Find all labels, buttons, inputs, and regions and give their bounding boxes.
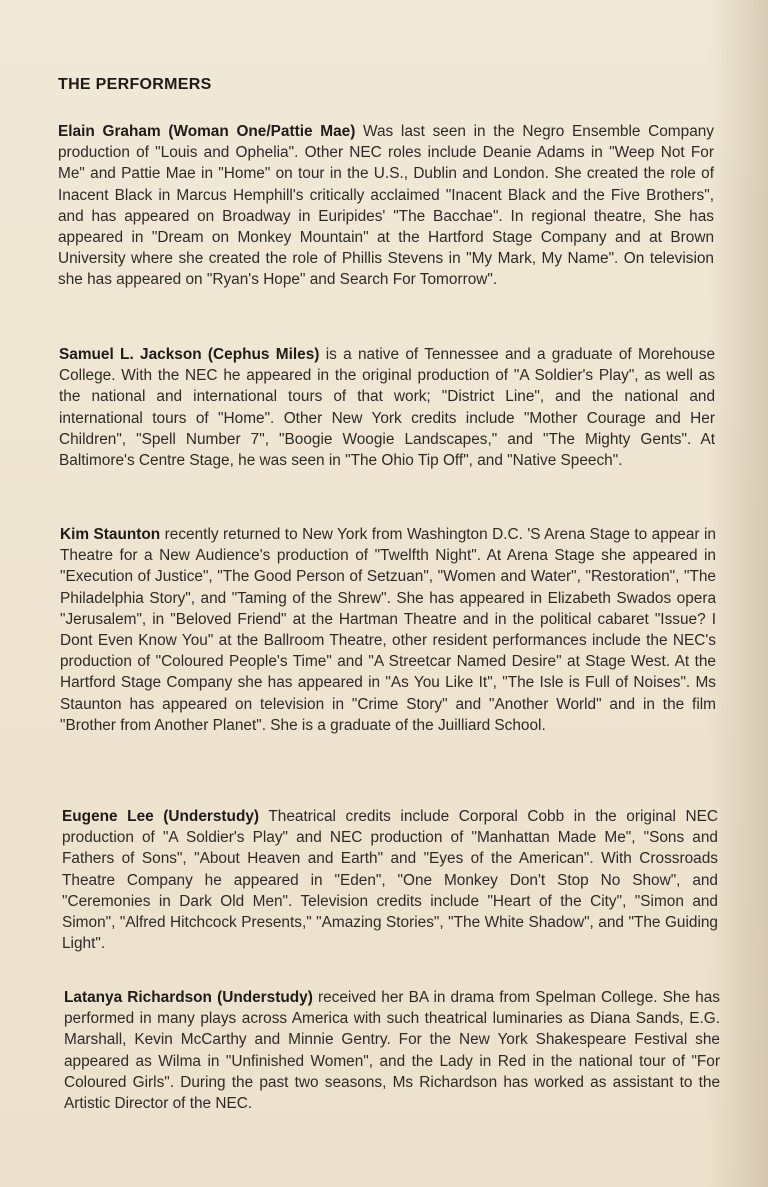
performer-name: Samuel L. Jackson (Cephus Miles)	[59, 346, 320, 363]
performer-name: Elain Graham (Woman One/Pattie Mae)	[58, 123, 356, 140]
performer-name: Kim Staunton	[60, 526, 161, 543]
performer-bio-text: is a native of Tennessee and a graduate of Morehouse College. With the NEC he appeared in the original production of "A Soldier's Play", as well as the national and international tours of that work; "District Line", and the national and international tours of "Home". Other New York credits include "Mother Courage and Her Children", "Spell Number 7", "Boogie Woogie Landscapes," and "The Mighty Gents". At Baltimore's Centre Stage, he was seen in "The Ohio Tip Off", and "Native Speech".	[59, 346, 715, 470]
performer-bio	[64, 987, 720, 1114]
performer-bio	[62, 806, 718, 954]
performer-name: Eugene Lee (Understudy)	[62, 808, 260, 825]
section-title: THE PERFORMERS	[58, 76, 212, 93]
performer-bio	[58, 121, 714, 291]
performer-bio-text: Theatrical credits include Corporal Cobb in the original NEC production of "A Soldier's Play" and NEC production of "Manhattan Made Me", "Sons and Fathers of Sons", "About Heaven and Earth" and "Eyes of the American". With Crossroads Theatre Company he appeared in "Eden", "One Monkey Don't Stop No Show", and "Ceremonies in Dark Old Men". Television credits include "Heart of the City", "Simon and Simon", "Alfred Hitchcock Presents," "Amazing Stories", "The White Shadow", and "The Guiding Light".	[62, 808, 718, 953]
performer-bio	[60, 524, 716, 736]
performer-name: Latanya Richardson (Understudy)	[64, 989, 313, 1006]
performer-bio-text: Was last seen in the Negro Ensemble Company production of "Louis and Ophelia". Other NEC roles include Deanie Adams in "Weep Not For Me" and Pattie Mae in "Home" on tour in the U.S., Dublin and London. She created the role of Inacent Black in Marcus Hemphill's critically acclaimed "Inacent Black and the Five Brothers", and has appeared on Broadway in Euripides' "The Bacchae". In regional theatre, She has appeared in "Dream on Monkey Mountain" at the Hartford Stage Company and at Brown University where she created the role of Phillis Stevens in "My Mark, My Name". On television she has appeared on "Ryan's Hope" and Search For Tomorrow".	[58, 123, 715, 289]
performer-bio-text: recently returned to New York from Washington D.C. 'S Arena Stage to appear in Theatre for a New Audience's production of "Twelfth Night". At Arena Stage she appeared in "Execution of Justice", "The Good Person of Setzuan", "Women and Water", "Restoration", "The Philadelphia Story", and "Taming of the Shrew". She has appeared in Elizabeth Swados opera "Jerusalem", in "Beloved Friend" at the Hartman Theatre and in the political cabaret "Issue? I Dont Even Know You" at the Ballroom Theatre, other resident performances include the NEC's production of "Coloured People's Time" and "A Streetcar Named Desire" at Stage West. At the Hartford Stage Company she has appeared in "As You Like It", "The Isle is Full of Noises". Ms Staunton has appeared on television in "Crime Story" and "Another World" and in the film "Brother from Another Planet". She is a graduate of the Juilliard School.	[60, 526, 716, 734]
performer-bio	[59, 344, 715, 471]
performer-bio-text: received her BA in drama from Spelman College. She has performed in many plays across America with such theatrical luminaries as Diana Sands, E.G. Marshall, Kevin McCarthy and Minnie Gentry. For the New York Shakespeare Festival she appeared as Wilma in "Unfinished Women", and the Lady in Red in the national tour of "For Coloured Girls". During the past two seasons, Ms Richardson has worked as assistant to the Artistic Director of the NEC.	[64, 989, 720, 1113]
